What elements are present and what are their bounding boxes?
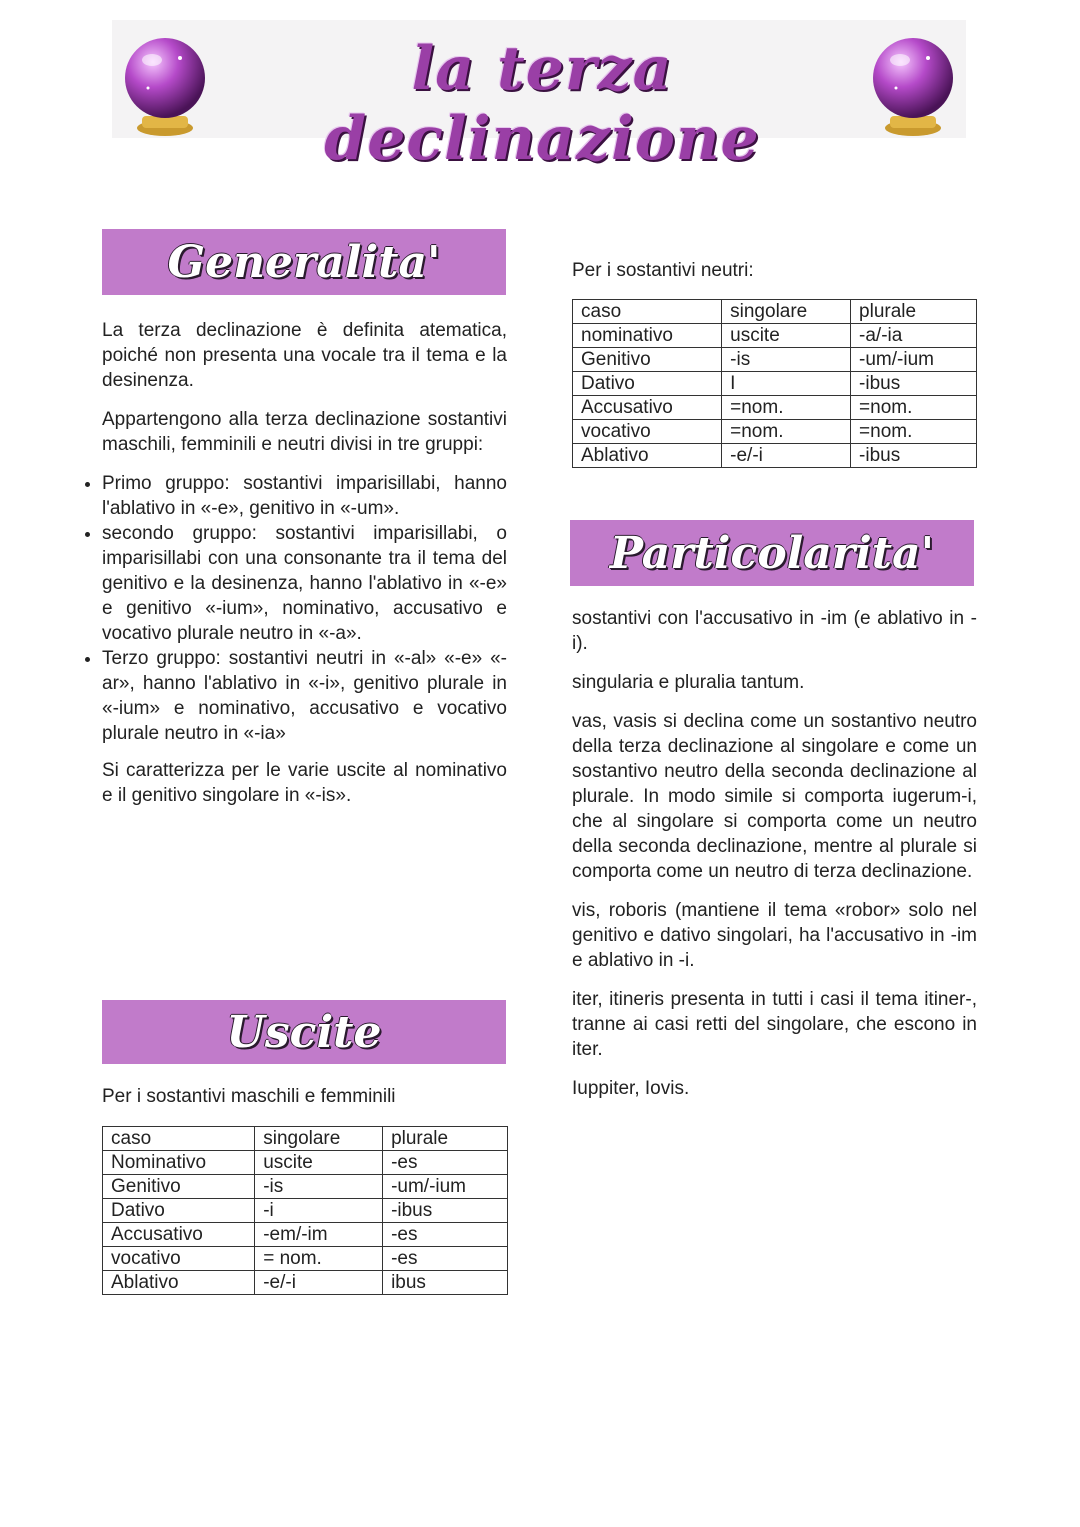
table-cell: Dativo	[103, 1199, 255, 1223]
table-cell: -e/-i	[722, 444, 851, 468]
particolarita-item: iter, itineris presenta in tutti i casi il tema itiner-, tranne ai casi retti del singolare, che escono in iter.	[572, 989, 977, 1060]
table-cell: uscite	[255, 1151, 383, 1175]
particolarita-body	[572, 606, 977, 1115]
table-cell: =nom.	[851, 420, 977, 444]
uscite-heading-text: Uscite	[226, 1006, 382, 1058]
table-cell: Genitivo	[573, 348, 722, 372]
uscite-table	[102, 1126, 508, 1295]
table-row	[103, 1199, 508, 1223]
particolarita-item: singularia e pluralia tantum.	[572, 672, 805, 693]
table-cell: -es	[383, 1151, 508, 1175]
table-cell: nominativo	[573, 324, 722, 348]
table-cell: -a/-ia	[851, 324, 977, 348]
table-cell: -ibus	[851, 444, 977, 468]
table-cell: Accusativo	[103, 1223, 255, 1247]
title-banner	[112, 20, 966, 174]
table-cell: -um/-ium	[383, 1175, 508, 1199]
table-cell: plurale	[851, 300, 977, 324]
table-cell: singolare	[722, 300, 851, 324]
table-cell: =nom.	[722, 396, 851, 420]
uscite-caption: Per i sostantivi maschili e femminili	[102, 1086, 396, 1107]
generalita-heading-text: Generalita'	[167, 236, 441, 288]
neutri-caption: Per i sostantivi neutri:	[572, 260, 754, 281]
particolarita-heading	[570, 520, 974, 586]
crystal-ball-icon	[122, 28, 208, 140]
table-cell: Ablativo	[103, 1271, 255, 1295]
table-cell: Nominativo	[103, 1151, 255, 1175]
table-cell: -i	[255, 1199, 383, 1223]
table-cell: singolare	[255, 1127, 383, 1151]
page-title: la terza declinazione	[324, 34, 760, 174]
table-cell: I	[722, 372, 851, 396]
table-cell: ibus	[383, 1271, 508, 1295]
table-cell: -ibus	[383, 1199, 508, 1223]
table-cell: Genitivo	[103, 1175, 255, 1199]
table-row	[573, 348, 977, 372]
table-cell: -is	[255, 1175, 383, 1199]
generalita-heading	[102, 229, 506, 295]
table-cell: caso	[103, 1127, 255, 1151]
table-row	[573, 420, 977, 444]
list-item: • Primo gruppo: sostantivi imparisillabi, hanno l'ablativo in «-e», genitivo in «-um».	[102, 471, 507, 521]
particolarita-item: vas, vasis si declina come un sostantivo neutro della terza declinazione al singolare e come un sostantivo neutro della seconda declinazione al plurale. In modo simile si comporta iugerum-i, che al singolare si comporta come un neutro della seconda declinazione, mentre al plurale si comporta come un neutro di terza declinazione.	[572, 711, 977, 882]
uscite-heading	[102, 1000, 506, 1064]
list-item: • secondo gruppo: sostantivi imparisillabi, o imparisillabi con una consonante tra il tema del genitivo e la desinenza, hanno l'ablativo in «-e» e genitivo «-ium», nominativo, accusativo e vocativo plurale neutro in «-a».	[102, 521, 507, 646]
table-row	[103, 1127, 508, 1151]
table-cell: -ibus	[851, 372, 977, 396]
table-cell: plurale	[383, 1127, 508, 1151]
table-row	[573, 396, 977, 420]
table-row	[103, 1223, 508, 1247]
table-cell: uscite	[722, 324, 851, 348]
table-cell: Accusativo	[573, 396, 722, 420]
table-row	[573, 444, 977, 468]
table-row	[103, 1247, 508, 1271]
table-row	[103, 1271, 508, 1295]
table-cell: =nom.	[722, 420, 851, 444]
table-cell: -es	[383, 1223, 508, 1247]
table-row	[103, 1151, 508, 1175]
generalita-paragraph-1: La terza declinazione è definita atematica, poiché non presenta una vocale tra il tema e la desinenza.	[102, 320, 507, 391]
table-cell: -em/-im	[255, 1223, 383, 1247]
particolarita-item: vis, roboris (mantiene il tema «robor» solo nel genitivo e dativo singolari, ha l'accusativo in -im e ablativo in -i.	[572, 900, 977, 971]
table-cell: Ablativo	[573, 444, 722, 468]
table-cell: -um/-ium	[851, 348, 977, 372]
groups-list	[36, 471, 507, 746]
table-cell: caso	[573, 300, 722, 324]
table-cell: -is	[722, 348, 851, 372]
generalita-body	[102, 318, 507, 822]
crystal-ball-icon	[870, 28, 956, 140]
table-row	[573, 324, 977, 348]
table-cell: vocativo	[103, 1247, 255, 1271]
table-row	[573, 372, 977, 396]
table-cell: vocativo	[573, 420, 722, 444]
table-cell: -e/-i	[255, 1271, 383, 1295]
table-row	[573, 300, 977, 324]
table-cell: = nom.	[255, 1247, 383, 1271]
particolarita-item: sostantivi con l'accusativo in -im (e ablativo in -i).	[572, 608, 977, 654]
table-cell: -es	[383, 1247, 508, 1271]
generalita-paragraph-2: Appartengono alla terza declinazione sostantivi maschili, femminili e neutri divisi in tre gruppi:	[102, 409, 507, 455]
table-row	[103, 1175, 508, 1199]
particolarita-heading-text: Particolarita'	[609, 527, 935, 579]
particolarita-item: Iuppiter, Iovis.	[572, 1078, 690, 1099]
table-cell: =nom.	[851, 396, 977, 420]
table-cell: Dativo	[573, 372, 722, 396]
generalita-paragraph-3: Si caratterizza per le varie uscite al nominativo e il genitivo singolare in «-is».	[102, 760, 507, 806]
neutri-table	[572, 299, 977, 468]
list-item: • Terzo gruppo: sostantivi neutri in «-al» «-e» «-ar», hanno l'ablativo in «-i», genitivo plurale in «-ium» e nominativo, accusativo e vocativo plurale neutro in «-ia»	[102, 646, 507, 746]
